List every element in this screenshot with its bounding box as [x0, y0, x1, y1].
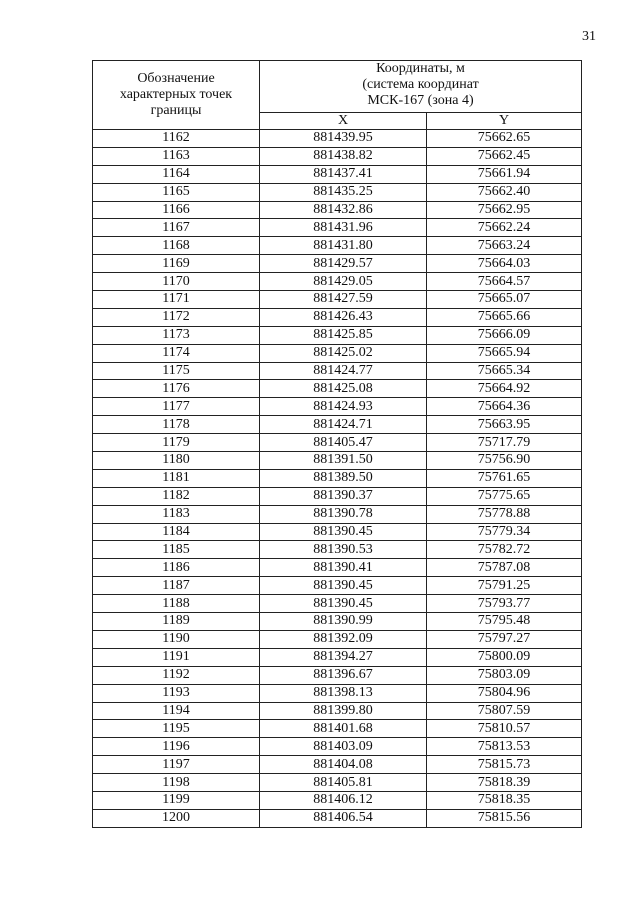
cell-x: 881389.50 [260, 469, 427, 487]
header-x: X [260, 113, 427, 130]
cell-point: 1176 [93, 380, 260, 398]
table-row [93, 559, 582, 577]
cell-y: 75779.34 [427, 523, 582, 541]
cell-point: 1183 [93, 505, 260, 523]
cell-y: 75807.59 [427, 702, 582, 720]
cell-x: 881437.41 [260, 165, 427, 183]
cell-point: 1168 [93, 237, 260, 255]
table-row [93, 416, 582, 434]
cell-y: 75664.92 [427, 380, 582, 398]
table-header-row [93, 61, 582, 113]
table-row [93, 774, 582, 792]
cell-y: 75665.66 [427, 308, 582, 326]
table-row [93, 684, 582, 702]
cell-point: 1162 [93, 130, 260, 148]
table-row [93, 219, 582, 237]
cell-y: 75787.08 [427, 559, 582, 577]
cell-point: 1189 [93, 613, 260, 631]
header-coords-line1: Координаты, м [376, 61, 465, 76]
cell-y: 75662.65 [427, 130, 582, 148]
cell-y: 75813.53 [427, 738, 582, 756]
table-row [93, 505, 582, 523]
cell-y: 75797.27 [427, 630, 582, 648]
cell-y: 75661.94 [427, 165, 582, 183]
table-row [93, 666, 582, 684]
cell-y: 75775.65 [427, 487, 582, 505]
header-coords-line2: (система координат [362, 77, 479, 92]
cell-x: 881390.41 [260, 559, 427, 577]
cell-y: 75664.57 [427, 273, 582, 291]
cell-point: 1181 [93, 469, 260, 487]
table-row [93, 702, 582, 720]
table-row [93, 756, 582, 774]
table-row [93, 630, 582, 648]
cell-point: 1182 [93, 487, 260, 505]
table-row [93, 738, 582, 756]
cell-y: 75782.72 [427, 541, 582, 559]
cell-point: 1164 [93, 165, 260, 183]
table-row [93, 273, 582, 291]
cell-point: 1197 [93, 756, 260, 774]
cell-y: 75756.90 [427, 452, 582, 470]
table-row [93, 201, 582, 219]
cell-point: 1171 [93, 291, 260, 309]
cell-y: 75793.77 [427, 595, 582, 613]
header-point-label-text: Обозначение характерных точек границы [119, 71, 233, 118]
cell-x: 881425.08 [260, 380, 427, 398]
table-row [93, 791, 582, 809]
cell-y: 75810.57 [427, 720, 582, 738]
cell-x: 881425.85 [260, 326, 427, 344]
cell-point: 1163 [93, 147, 260, 165]
cell-x: 881403.09 [260, 738, 427, 756]
cell-y: 75778.88 [427, 505, 582, 523]
cell-point: 1187 [93, 577, 260, 595]
cell-y: 75804.96 [427, 684, 582, 702]
header-point-label [93, 61, 260, 130]
cell-y: 75795.48 [427, 613, 582, 631]
cell-y: 75818.35 [427, 791, 582, 809]
table-row [93, 344, 582, 362]
cell-point: 1173 [93, 326, 260, 344]
cell-x: 881426.43 [260, 308, 427, 326]
cell-y: 75666.09 [427, 326, 582, 344]
cell-y: 75791.25 [427, 577, 582, 595]
cell-x: 881424.77 [260, 362, 427, 380]
cell-y: 75803.09 [427, 666, 582, 684]
cell-x: 881390.78 [260, 505, 427, 523]
cell-x: 881429.05 [260, 273, 427, 291]
table-row [93, 255, 582, 273]
cell-y: 75662.95 [427, 201, 582, 219]
table-row [93, 308, 582, 326]
table-row [93, 165, 582, 183]
cell-y: 75665.07 [427, 291, 582, 309]
cell-point: 1166 [93, 201, 260, 219]
table-row [93, 362, 582, 380]
table-row [93, 577, 582, 595]
cell-y: 75662.45 [427, 147, 582, 165]
cell-y: 75663.95 [427, 416, 582, 434]
cell-x: 881424.93 [260, 398, 427, 416]
table-row [93, 452, 582, 470]
cell-point: 1174 [93, 344, 260, 362]
cell-point: 1170 [93, 273, 260, 291]
cell-point: 1192 [93, 666, 260, 684]
cell-x: 881427.59 [260, 291, 427, 309]
cell-x: 881396.67 [260, 666, 427, 684]
cell-x: 881390.45 [260, 595, 427, 613]
table-row [93, 183, 582, 201]
cell-x: 881390.53 [260, 541, 427, 559]
cell-point: 1175 [93, 362, 260, 380]
cell-point: 1200 [93, 809, 260, 827]
header-coordinates [260, 61, 582, 113]
cell-point: 1178 [93, 416, 260, 434]
table-row [93, 541, 582, 559]
cell-x: 881399.80 [260, 702, 427, 720]
cell-point: 1196 [93, 738, 260, 756]
cell-point: 1167 [93, 219, 260, 237]
table-row [93, 291, 582, 309]
cell-y: 75664.36 [427, 398, 582, 416]
cell-x: 881390.37 [260, 487, 427, 505]
table-row [93, 469, 582, 487]
table-row [93, 720, 582, 738]
cell-point: 1193 [93, 684, 260, 702]
cell-point: 1185 [93, 541, 260, 559]
cell-point: 1199 [93, 791, 260, 809]
cell-x: 881390.45 [260, 577, 427, 595]
cell-x: 881431.80 [260, 237, 427, 255]
page-number: 31 [582, 29, 596, 44]
cell-x: 881392.09 [260, 630, 427, 648]
cell-y: 75665.34 [427, 362, 582, 380]
cell-x: 881391.50 [260, 452, 427, 470]
cell-x: 881406.12 [260, 791, 427, 809]
cell-point: 1169 [93, 255, 260, 273]
cell-point: 1198 [93, 774, 260, 792]
cell-y: 75818.39 [427, 774, 582, 792]
cell-y: 75761.65 [427, 469, 582, 487]
cell-y: 75815.73 [427, 756, 582, 774]
coordinates-table [92, 60, 582, 828]
table-body [93, 130, 582, 828]
cell-x: 881398.13 [260, 684, 427, 702]
cell-x: 881404.08 [260, 756, 427, 774]
cell-point: 1188 [93, 595, 260, 613]
cell-x: 881401.68 [260, 720, 427, 738]
header-y: Y [427, 113, 582, 130]
cell-point: 1184 [93, 523, 260, 541]
cell-y: 75662.40 [427, 183, 582, 201]
table-row [93, 648, 582, 666]
cell-x: 881438.82 [260, 147, 427, 165]
cell-x: 881405.81 [260, 774, 427, 792]
table-row [93, 613, 582, 631]
cell-x: 881394.27 [260, 648, 427, 666]
header-coords-line3: МСК-167 (зона 4) [367, 93, 474, 108]
cell-point: 1179 [93, 434, 260, 452]
table-row [93, 147, 582, 165]
cell-point: 1172 [93, 308, 260, 326]
cell-y: 75800.09 [427, 648, 582, 666]
cell-x: 881432.86 [260, 201, 427, 219]
cell-y: 75717.79 [427, 434, 582, 452]
cell-y: 75815.56 [427, 809, 582, 827]
table-row [93, 434, 582, 452]
table-row [93, 326, 582, 344]
cell-x: 881431.96 [260, 219, 427, 237]
table-row [93, 809, 582, 827]
cell-x: 881435.25 [260, 183, 427, 201]
table-row [93, 130, 582, 148]
table-row [93, 237, 582, 255]
cell-point: 1186 [93, 559, 260, 577]
cell-point: 1195 [93, 720, 260, 738]
cell-point: 1191 [93, 648, 260, 666]
cell-y: 75663.24 [427, 237, 582, 255]
cell-y: 75664.03 [427, 255, 582, 273]
table-row [93, 523, 582, 541]
cell-x: 881390.45 [260, 523, 427, 541]
table-row [93, 398, 582, 416]
table-row [93, 595, 582, 613]
cell-point: 1180 [93, 452, 260, 470]
cell-point: 1194 [93, 702, 260, 720]
table-row [93, 380, 582, 398]
cell-x: 881406.54 [260, 809, 427, 827]
cell-x: 881405.47 [260, 434, 427, 452]
cell-point: 1190 [93, 630, 260, 648]
cell-y: 75665.94 [427, 344, 582, 362]
cell-x: 881390.99 [260, 613, 427, 631]
cell-point: 1177 [93, 398, 260, 416]
cell-x: 881429.57 [260, 255, 427, 273]
cell-x: 881424.71 [260, 416, 427, 434]
cell-x: 881439.95 [260, 130, 427, 148]
cell-x: 881425.02 [260, 344, 427, 362]
cell-point: 1165 [93, 183, 260, 201]
cell-y: 75662.24 [427, 219, 582, 237]
table-row [93, 487, 582, 505]
